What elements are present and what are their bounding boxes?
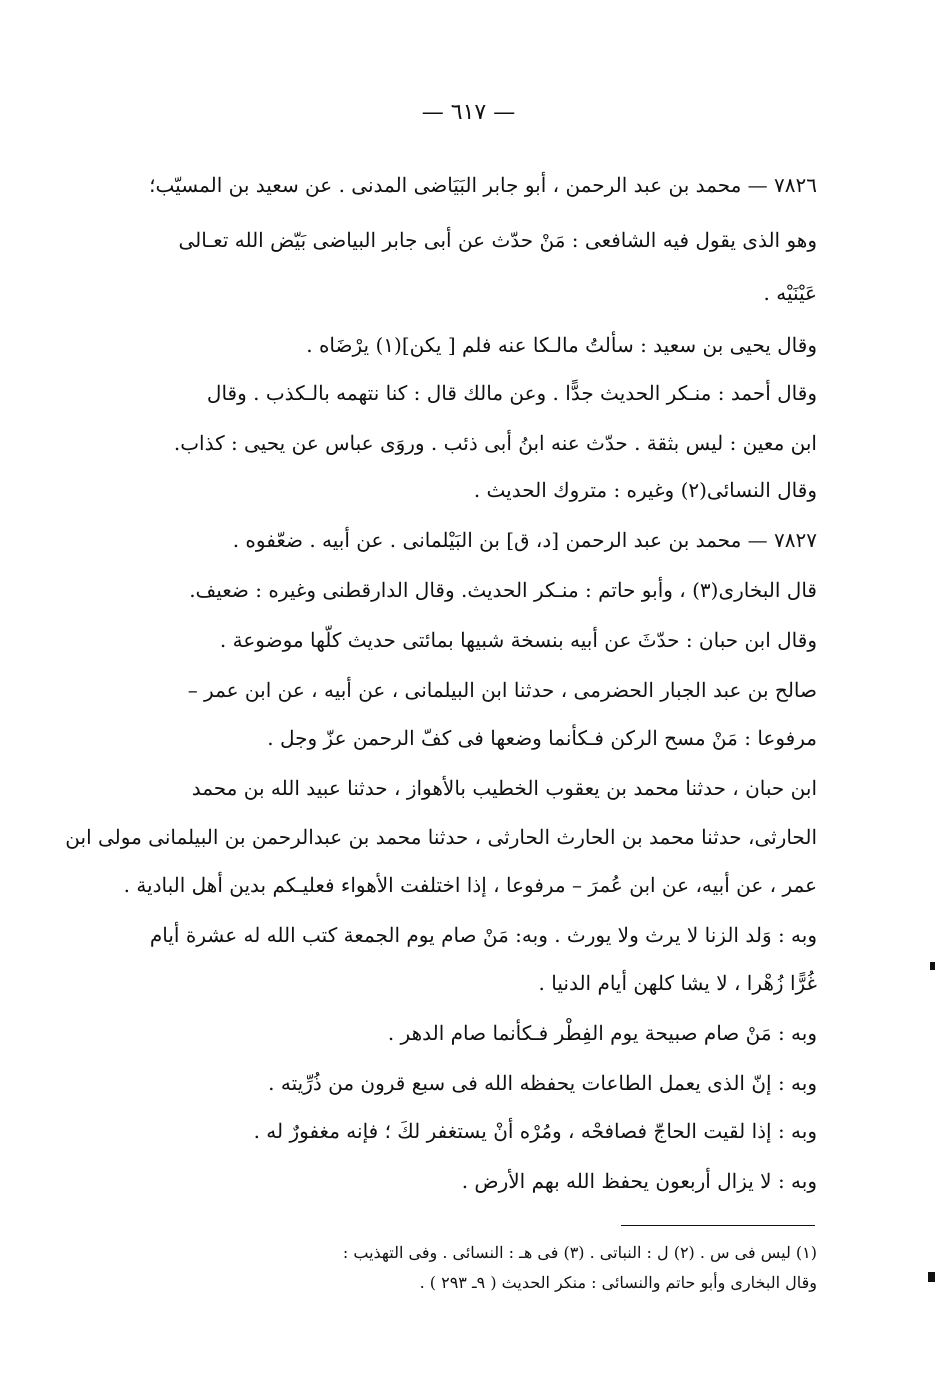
body-line: وقال النسائى(٢) وغيره : متروك الحديث . (473, 478, 817, 502)
scan-mark (928, 1272, 935, 1282)
body-line: وهو الذى يقول فيه الشافعى : مَنْ حدّث عن أبى جابر البياضى بَيّض الله تعـالى (178, 228, 817, 252)
footnote-line: (١) ليس فى س . (٢) ل : النباتى . (٣) فى هـ : النسائى . وفى التهذيب : (342, 1243, 817, 1262)
body-line: غُرًّا زُهْرا ، لا يشا كلهن أيام الدنيا . (538, 971, 817, 995)
entry-7827-heading: ٧٨٢٧ — محمد بن عبد الرحمن [د، ق] بن البَيْلمانى . عن أبيه . ضعّفوه . (232, 528, 817, 552)
body-line: وبه : لا يزال أربعون يحفظ الله بهم الأرض . (461, 1169, 817, 1193)
body-line: وبه : إذا لقيت الحاجّ فصافحْه ، ومُرْه أنْ يستغفر لكَ ؛ فإنه مغفورٌ له . (253, 1119, 817, 1143)
body-line: قال البخارى(٣) ، وأبو حاتم : منـكر الحديث. وقال الدارقطنى وغيره : ضعيف. (189, 578, 817, 602)
footnote-line: وقال البخارى وأبو حاتم والنسائى : منكر الحديث ( ٩ـ ٢٩٣ ) . (419, 1273, 817, 1292)
body-line: وبه : وَلد الزنا لا يرث ولا يورث . وبه: مَنْ صام يوم الجمعة كتب الله له عشرة أيام (149, 923, 817, 947)
body-line: وبه : مَنْ صام صبيحة يوم الفِطْر فـكأنما صام الدهر . (387, 1021, 817, 1045)
body-line: ابن حبان ، حدثنا محمد بن يعقوب الخطيب بالأهواز ، حدثنا عبيد الله بن محمد (191, 776, 817, 800)
page-number: — ٦١٧ — (421, 100, 516, 125)
body-line: وقال يحيى بن سعيد : سألتُ مالـكا عنه فلم [ يكن](١) يرْضَاه . (306, 333, 817, 357)
body-line: صالح بن عبد الجبار الحضرمى ، حدثنا ابن البيلمانى ، عن أبيه ، عن ابن عمر – (187, 678, 817, 702)
body-line: مرفوعا : مَنْ مسح الركن فـكأنما وضعها فى كفّ الرحمن عزّ وجل . (267, 726, 817, 750)
body-line: عَيْنَيْه . (763, 281, 817, 305)
body-line: عمر ، عن أبيه، عن ابن عُمرَ – مرفوعا ، إذا اختلفت الأهواء فعليـكم بدين أهل البادية . (123, 873, 817, 897)
entry-7826-heading: ٧٨٢٦ — محمد بن عبد الرحمن ، أبو جابر البَيَاضى المدنى . عن سعيد بن المسيّب؛ (149, 173, 817, 197)
footnote-separator (621, 1225, 815, 1226)
body-line: ابن معين : ليس بثقة . حدّث عنه ابنُ أبى ذئب . وروَى عباس عن يحيى : كذاب. (173, 431, 817, 455)
body-line: وبه : إنّ الذى يعمل الطاعات يحفظه الله فى سبع قرون من ذُرِّيته . (268, 1071, 817, 1095)
body-line: وقال ابن حبان : حدّثَ عن أبيه بنسخة شبيها بمائتى حديث كلّها موضوعة . (219, 628, 817, 652)
body-line: وقال أحمد : منـكر الحديث جدًّا . وعن مالك قال : كنا نتهمه بالـكذب . وقال (206, 381, 817, 405)
body-line: الحارثى، حدثنا محمد بن الحارث الحارثى ، حدثنا محمد بن عبدالرحمن بن البيلمانى مولى ابن (65, 825, 817, 849)
scan-mark (930, 962, 935, 970)
